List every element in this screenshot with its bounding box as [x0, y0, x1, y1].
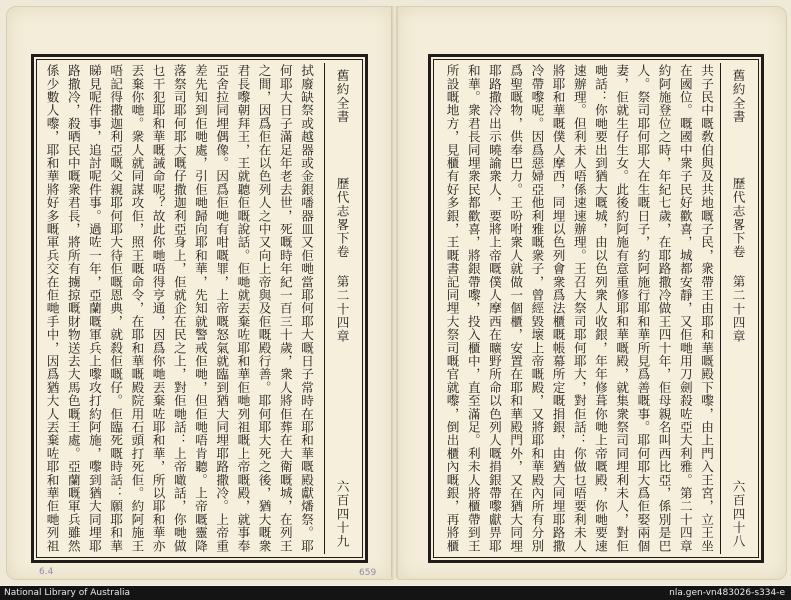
item-reference: nla.gen-vn483026-s334-e — [669, 588, 785, 598]
left-text-frame — [31, 54, 368, 563]
library-credit: National Library of Australia — [4, 588, 131, 598]
right-page-text: 共子民中嘅敎伯與及共地嘅子民，衆帶王由耶和華嘅殿下嚟，由上門入王宮，立王坐在國位。嘅國中衆子民好歡喜，城都安靜，又佢哋用刀劍殺咗亞大利雅。第二十四章 約阿施登位之時，年紀七歲，在耶路撒冷做王四十年，佢母親名叫西比亞，係別是巴人。祭司耶何耶大在生嘅日子，約阿施行耶和華所見爲善嘅事。耶何耶大爲佢娶兩個妻，佢就生仔生女。此後約阿施有意重修耶和華嘅殿，就集衆祭司同埋利未人，對佢哋話：你哋要出到猶大嘅城，由以色列衆人收銀，年年修葺你哋上帝嘅殿，你哋要速速辦理。但利未人唔係速速辦理。王召大祭司耶何耶大，對佢話：你做乜唔要利未人將耶和華嘅僕人摩西，同埋以色列會衆爲法櫃嘅帳幕所定嘅捐銀，由猶大同埋耶路撒冷帶嚟呢。因爲惡婦亞他利雅嘅衆子，曾經毀壞上帝嘅殿，又將耶和華殿內所有分別爲聖嘅物，供奉巴力。王吩咐衆人就做一個櫃，安置在耶和華殿門外，又在猶大同埋耶路撒冷出示曉諭衆人，要將上帝嘅僕人摩西在曠野所命以色列人嘅捐銀帶嚟獻畀耶和華。衆君長同埋衆民都歡喜，將銀帶嚟，投入櫃中，直至滿足。利未人將櫃帶到王所設嘅地方，見櫃有好多銀，王嘅書記同埋大祭司嘅官就嚟，倒出櫃內嘅銀，再將櫃 — [445, 64, 714, 553]
right-section-title: 歷代志畧下卷 — [730, 177, 746, 259]
left-section-title: 歷代志畧下卷 — [334, 177, 350, 259]
left-page-text: 拭廢缺祭或越器或金銀噃器皿又佢哋當耶何耶大嘅日子常時在耶和華嘅殿獻燔祭。耶何耶大日子滿足年老去世，死嘅時年紀一百三十歲，衆人將佢葬在大衛嘅城，在列王之間，因爲佢在以色列人之中又向上帝與及佢嘅殿行善。耶何耶大死之後，猶大嘅衆君長嚟朝拜王，王就聽佢嘅說話。佢哋就丟棄咗耶和華佢哋列祖嘅上帝嘅殿，就事奉亞舍拉同埋偶像。因爲佢哋有咁嘅罪，上帝嘅怒氣就臨到猶大同埋耶路撒冷。上帝重差先知到佢哋處，引佢哋歸向耶和華，先知就警戒佢哋，但佢哋唔肯聽。上帝嘅靈降落祭司耶何耶大嘅仔撒迦利亞身上，佢就企在民之上，對佢哋話：上帝噉話，你哋做乜干犯耶和華嘅誡命呢？故此你哋唔得亨通，因爲你哋丟棄咗耶和華，所以耶和華亦丟棄你哋。衆人就同謀攻佢，照王嘅命令，在耶和華嘅殿院用石頭打死佢。約阿施王唔記得撒迦利亞嘅父親耶何耶大待佢嘅恩典，就殺佢嘅仔。佢臨死嘅時話：願耶和華睇見呢件事，追討呢件事。過咗一年，亞蘭嘅軍兵上嚟攻打約阿施，嚟到猶大同埋耶路撒冷，殺晒民中嘅衆君長，將所有擄掠嘅財物送去大馬色嘅王處。亞蘭嘅軍兵雖然係少數人嚟，耶和華將好多嘅軍兵交在佢哋手中，因爲猶大人丟棄咗耶和華佢哋列祖 — [44, 64, 314, 553]
right-text-frame — [428, 54, 764, 563]
left-handwritten-note-left: 6.4 — [39, 567, 54, 577]
right-page — [397, 6, 787, 580]
left-book-title: 舊約全書 — [334, 69, 350, 124]
right-chapter-label: 第二十四章 — [730, 275, 746, 343]
left-handwritten-note-right: 659 — [359, 568, 377, 578]
footer-bar — [0, 586, 791, 600]
left-running-header — [324, 63, 359, 554]
right-book-title: 舊約全書 — [730, 69, 746, 124]
right-page-number: 六百四十八 — [730, 480, 746, 548]
right-running-header — [720, 63, 755, 554]
left-chapter-label: 第二十四章 — [334, 275, 350, 343]
left-page — [6, 6, 394, 580]
left-page-number: 六百四十九 — [334, 480, 350, 548]
